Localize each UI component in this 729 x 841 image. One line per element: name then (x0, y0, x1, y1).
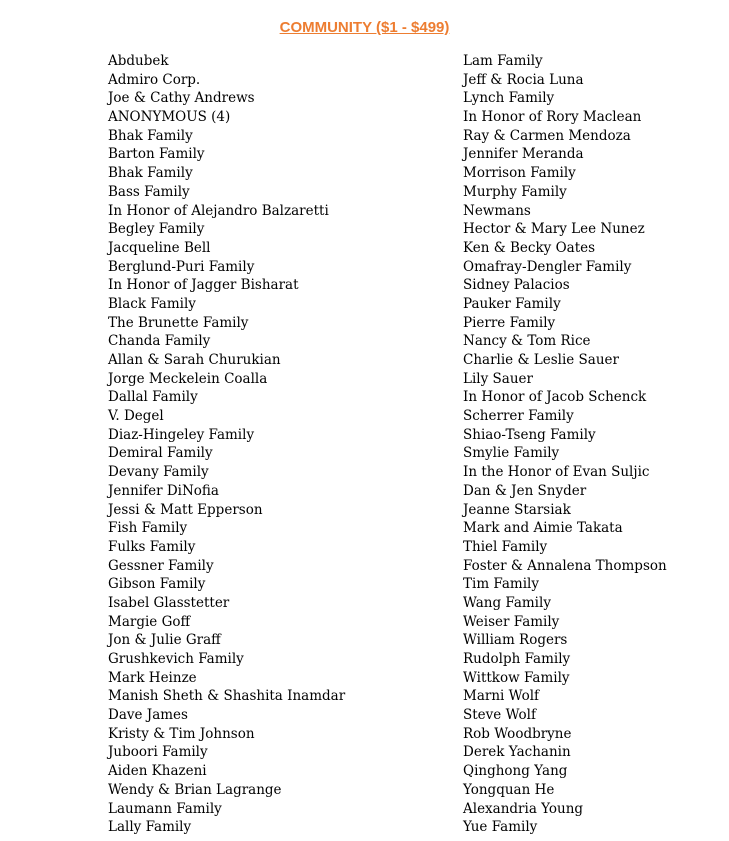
donor-name: Jennifer Meranda (463, 146, 584, 163)
donor-name: Bhak Family (108, 127, 193, 144)
donor-name: Margie Goff (108, 613, 191, 630)
donor-name: Yongquan He (463, 781, 555, 798)
donor-name: In the Honor of Evan Suljic (463, 464, 650, 481)
donor-name: Juboori Family (108, 744, 208, 761)
donor-name: Hector & Mary Lee Nunez (463, 221, 645, 238)
donor-name: Lam Family (463, 53, 543, 69)
donor-name: Pauker Family (463, 295, 561, 312)
donor-name: Sidney Palacios (463, 277, 570, 294)
donor-name: Admiro Corp. (108, 71, 201, 88)
donor-name: Dan & Jen Snyder (463, 482, 587, 499)
donor-name: Gibson Family (108, 576, 206, 593)
donor-name: Kristy & Tim Johnson (108, 725, 255, 742)
donor-name: Grushkevich Family (108, 651, 244, 667)
donor-name: Mark and Aimie Takata (463, 520, 623, 537)
donor-name: Charlie & Leslie Sauer (463, 352, 619, 368)
donor-name: Wittkow Family (463, 669, 570, 686)
donor-name: Bhak Family (108, 165, 193, 182)
donor-name: Bass Family (108, 183, 190, 200)
donor-name: Demiral Family (108, 445, 213, 462)
donor-name: Isabel Glasstetter (108, 594, 230, 611)
donor-name: Yue Family (463, 819, 538, 836)
donor-name: Ray & Carmen Mendoza (463, 127, 631, 144)
donor-name: Aiden Khazeni (108, 763, 207, 780)
donor-name: Jorge Meckelein Coalla (108, 370, 268, 387)
donor-name: Morrison Family (463, 165, 576, 182)
donor-name: Barton Family (108, 146, 205, 163)
donor-name: William Rogers (463, 632, 568, 649)
donor-name: Nancy & Tom Rice (463, 333, 591, 350)
donor-name: Tim Family (463, 576, 539, 593)
donor-name: Newmans (463, 202, 531, 219)
donor-name: Jessi & Matt Epperson (108, 501, 263, 518)
donor-name: In Honor of Rory Maclean (463, 109, 642, 126)
donor-list-right-column (463, 52, 667, 837)
donor-name: V. Degel (108, 408, 164, 425)
donor-name: Devany Family (108, 464, 209, 481)
donor-name: Begley Family (108, 221, 205, 238)
donor-name: Lily Sauer (463, 370, 533, 387)
donor-name: Jacqueline Bell (108, 239, 211, 256)
donor-name: Jeanne Starsiak (463, 501, 571, 518)
donor-name: Black Family (108, 295, 196, 312)
donor-name: Joe & Cathy Andrews (108, 90, 255, 107)
donor-name: Laumann Family (108, 800, 222, 817)
donor-name: Jon & Julie Graff (108, 632, 221, 649)
donor-name: Allan & Sarah Churukian (108, 352, 281, 368)
donor-name: Lally Family (108, 819, 192, 836)
donor-name: Manish Sheth & Shashita Inamdar (108, 688, 346, 705)
donor-name: Marni Wolf (463, 688, 540, 705)
donor-name: Chanda Family (108, 333, 211, 350)
donor-name: Murphy Family (463, 183, 567, 200)
donor-name: Scherrer Family (463, 408, 574, 425)
donor-name: Alexandria Young (463, 800, 584, 817)
donor-name: Omafray-Dengler Family (463, 258, 632, 275)
donor-name: Berglund-Puri Family (108, 258, 255, 275)
donor-name: Lynch Family (463, 90, 555, 107)
donor-name: In Honor of Jagger Bisharat (108, 277, 299, 294)
donor-name: Gessner Family (108, 557, 214, 574)
donor-name: Diaz-Hingeley Family (108, 426, 255, 443)
donor-name: Ken & Becky Oates (463, 239, 596, 256)
donor-name: Fish Family (108, 520, 188, 537)
donor-name: The Brunette Family (108, 314, 249, 331)
donor-name: Pierre Family (463, 314, 556, 331)
donor-name: Smylie Family (463, 445, 560, 462)
donor-name: Fulks Family (108, 538, 196, 555)
donor-name: Thiel Family (463, 538, 548, 555)
donor-name: Wendy & Brian Lagrange (108, 781, 282, 798)
donor-name: Mark Heinze (108, 669, 197, 686)
donor-name: Jennifer DiNofia (108, 482, 219, 499)
donor-name: Steve Wolf (463, 707, 536, 724)
donor-name: Rob Woodbryne (463, 725, 572, 742)
donor-list-left-column (108, 52, 345, 837)
donor-name: Weiser Family (463, 613, 560, 630)
donor-name: ANONYMOUS (4) (108, 109, 231, 126)
donor-name: Dallal Family (108, 389, 198, 406)
donor-name: Rudolph Family (463, 651, 571, 667)
donor-name: In Honor of Alejandro Balzaretti (108, 202, 329, 219)
donor-name: In Honor of Jacob Schenck (463, 389, 647, 406)
donor-name: Jeff & Rocia Luna (463, 71, 584, 88)
donor-name: Derek Yachanin (463, 744, 571, 761)
section-heading: COMMUNITY ($1 - $499) (279, 19, 450, 36)
donor-name: Foster & Annalena Thompson (463, 557, 667, 574)
donor-name: Wang Family (463, 594, 551, 611)
donor-name: Dave James (108, 707, 188, 724)
donor-name: Abdubek (108, 53, 169, 69)
donor-name: Qinghong Yang (463, 763, 568, 780)
donor-name: Shiao-Tseng Family (463, 426, 596, 443)
